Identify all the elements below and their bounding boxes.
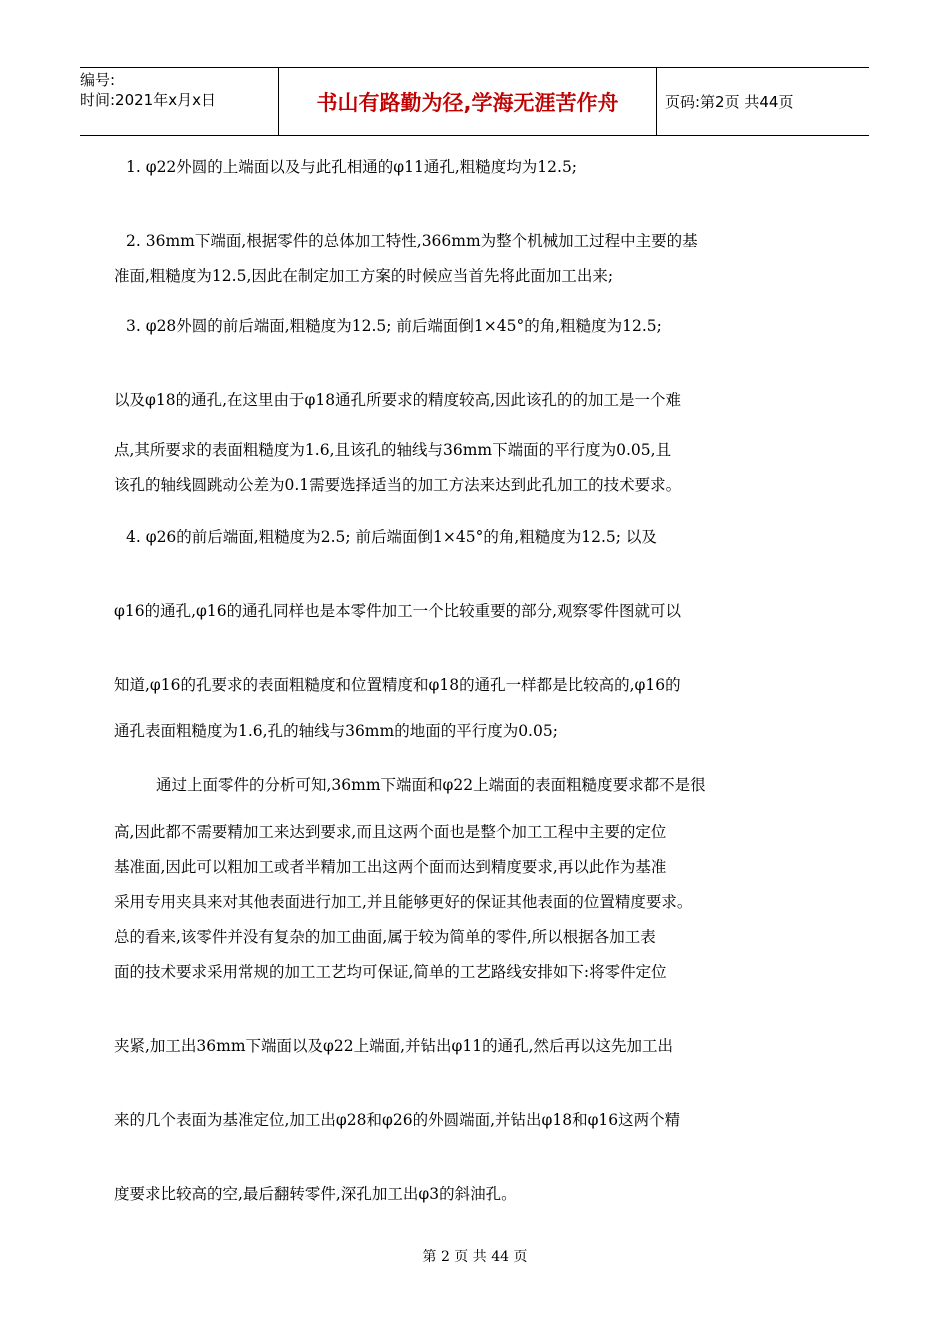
text-line-9: φ16的通孔,φ16的通孔同样也是本零件加工一个比较重要的部分,观察零件图就可以 bbox=[114, 602, 682, 620]
motto: 书山有路勤为径,学海无涯苦作舟 bbox=[279, 68, 657, 135]
text-line-17: 面的技术要求采用常规的加工工艺均可保证,简单的工艺路线安排如下:将零件定位 bbox=[114, 963, 667, 981]
text-line-20: 度要求比较高的空,最后翻转零件,深孔加工出φ3的斜油孔。 bbox=[114, 1185, 517, 1203]
text-line-13: 高,因此都不需要精加工来达到要求,而且这两个面也是整个加工工程中主要的定位 bbox=[114, 823, 667, 841]
page-info: 页码:第2页 共44页 bbox=[665, 93, 794, 111]
text-line-19: 来的几个表面为基准定位,加工出φ28和φ26的外圆端面,并钻出φ18和φ16这两个精 bbox=[114, 1111, 681, 1129]
page-footer: 第 2 页 共 44 页 bbox=[422, 1249, 528, 1265]
text-line-18: 夹紧,加工出36mm下端面以及φ22上端面,并钻出φ11的通孔,然后再以这先加工出 bbox=[114, 1037, 674, 1055]
text-line-2: 2. 36mm下端面,根据零件的总体加工特性,366mm为整个机械加工过程中主要的基 bbox=[126, 232, 698, 250]
number-label: 编号: bbox=[80, 71, 116, 89]
text-line-8: 4. φ26的前后端面,粗糙度为2.5; 前后端面倒1×45°的角,粗糙度为12.5; 以及 bbox=[126, 528, 657, 546]
header-meta bbox=[80, 68, 279, 135]
text-line-14: 基准面,因此可以粗加工或者半精加工出这两个面而达到精度要求,再以此作为基准 bbox=[114, 858, 667, 876]
text-line-7: 该孔的轴线圆跳动公差为0.1需要选择适当的加工方法来达到此孔加工的技术要求。 bbox=[114, 476, 682, 494]
text-line-5: 以及φ18的通孔,在这里由于φ18通孔所要求的精度较高,因此该孔的的加工是一个难 bbox=[114, 391, 682, 409]
text-line-10: 知道,φ16的孔要求的表面粗糙度和位置精度和φ18的通孔一样都是比较高的,φ16的 bbox=[114, 676, 681, 694]
text-line-3: 准面,粗糙度为12.5,因此在制定加工方案的时候应当首先将此面加工出来; bbox=[114, 267, 614, 285]
time-label: 时间:2021年x月x日 bbox=[80, 91, 216, 109]
text-line-12: 通过上面零件的分析可知,36mm下端面和φ22上端面的表面粗糙度要求都不是很 bbox=[156, 776, 706, 794]
page-header bbox=[80, 67, 869, 136]
text-line-4: 3. φ28外圆的前后端面,粗糙度为12.5; 前后端面倒1×45°的角,粗糙度为12.5; bbox=[126, 317, 662, 335]
text-line-15: 采用专用夹具来对其他表面进行加工,并且能够更好的保证其他表面的位置精度要求。 bbox=[114, 893, 693, 911]
text-line-16: 总的看来,该零件并没有复杂的加工曲面,属于较为简单的零件,所以根据各加工表 bbox=[114, 928, 656, 946]
text-line-1: 1. φ22外圆的上端面以及与此孔相通的φ11通孔,粗糙度均为12.5; bbox=[126, 158, 578, 176]
text-line-6: 点,其所要求的表面粗糙度为1.6,且该孔的轴线与36mm下端面的平行度为0.05,且 bbox=[114, 441, 672, 459]
text-line-11: 通孔表面粗糙度为1.6,孔的轴线与36mm的地面的平行度为0.05; bbox=[114, 722, 558, 740]
